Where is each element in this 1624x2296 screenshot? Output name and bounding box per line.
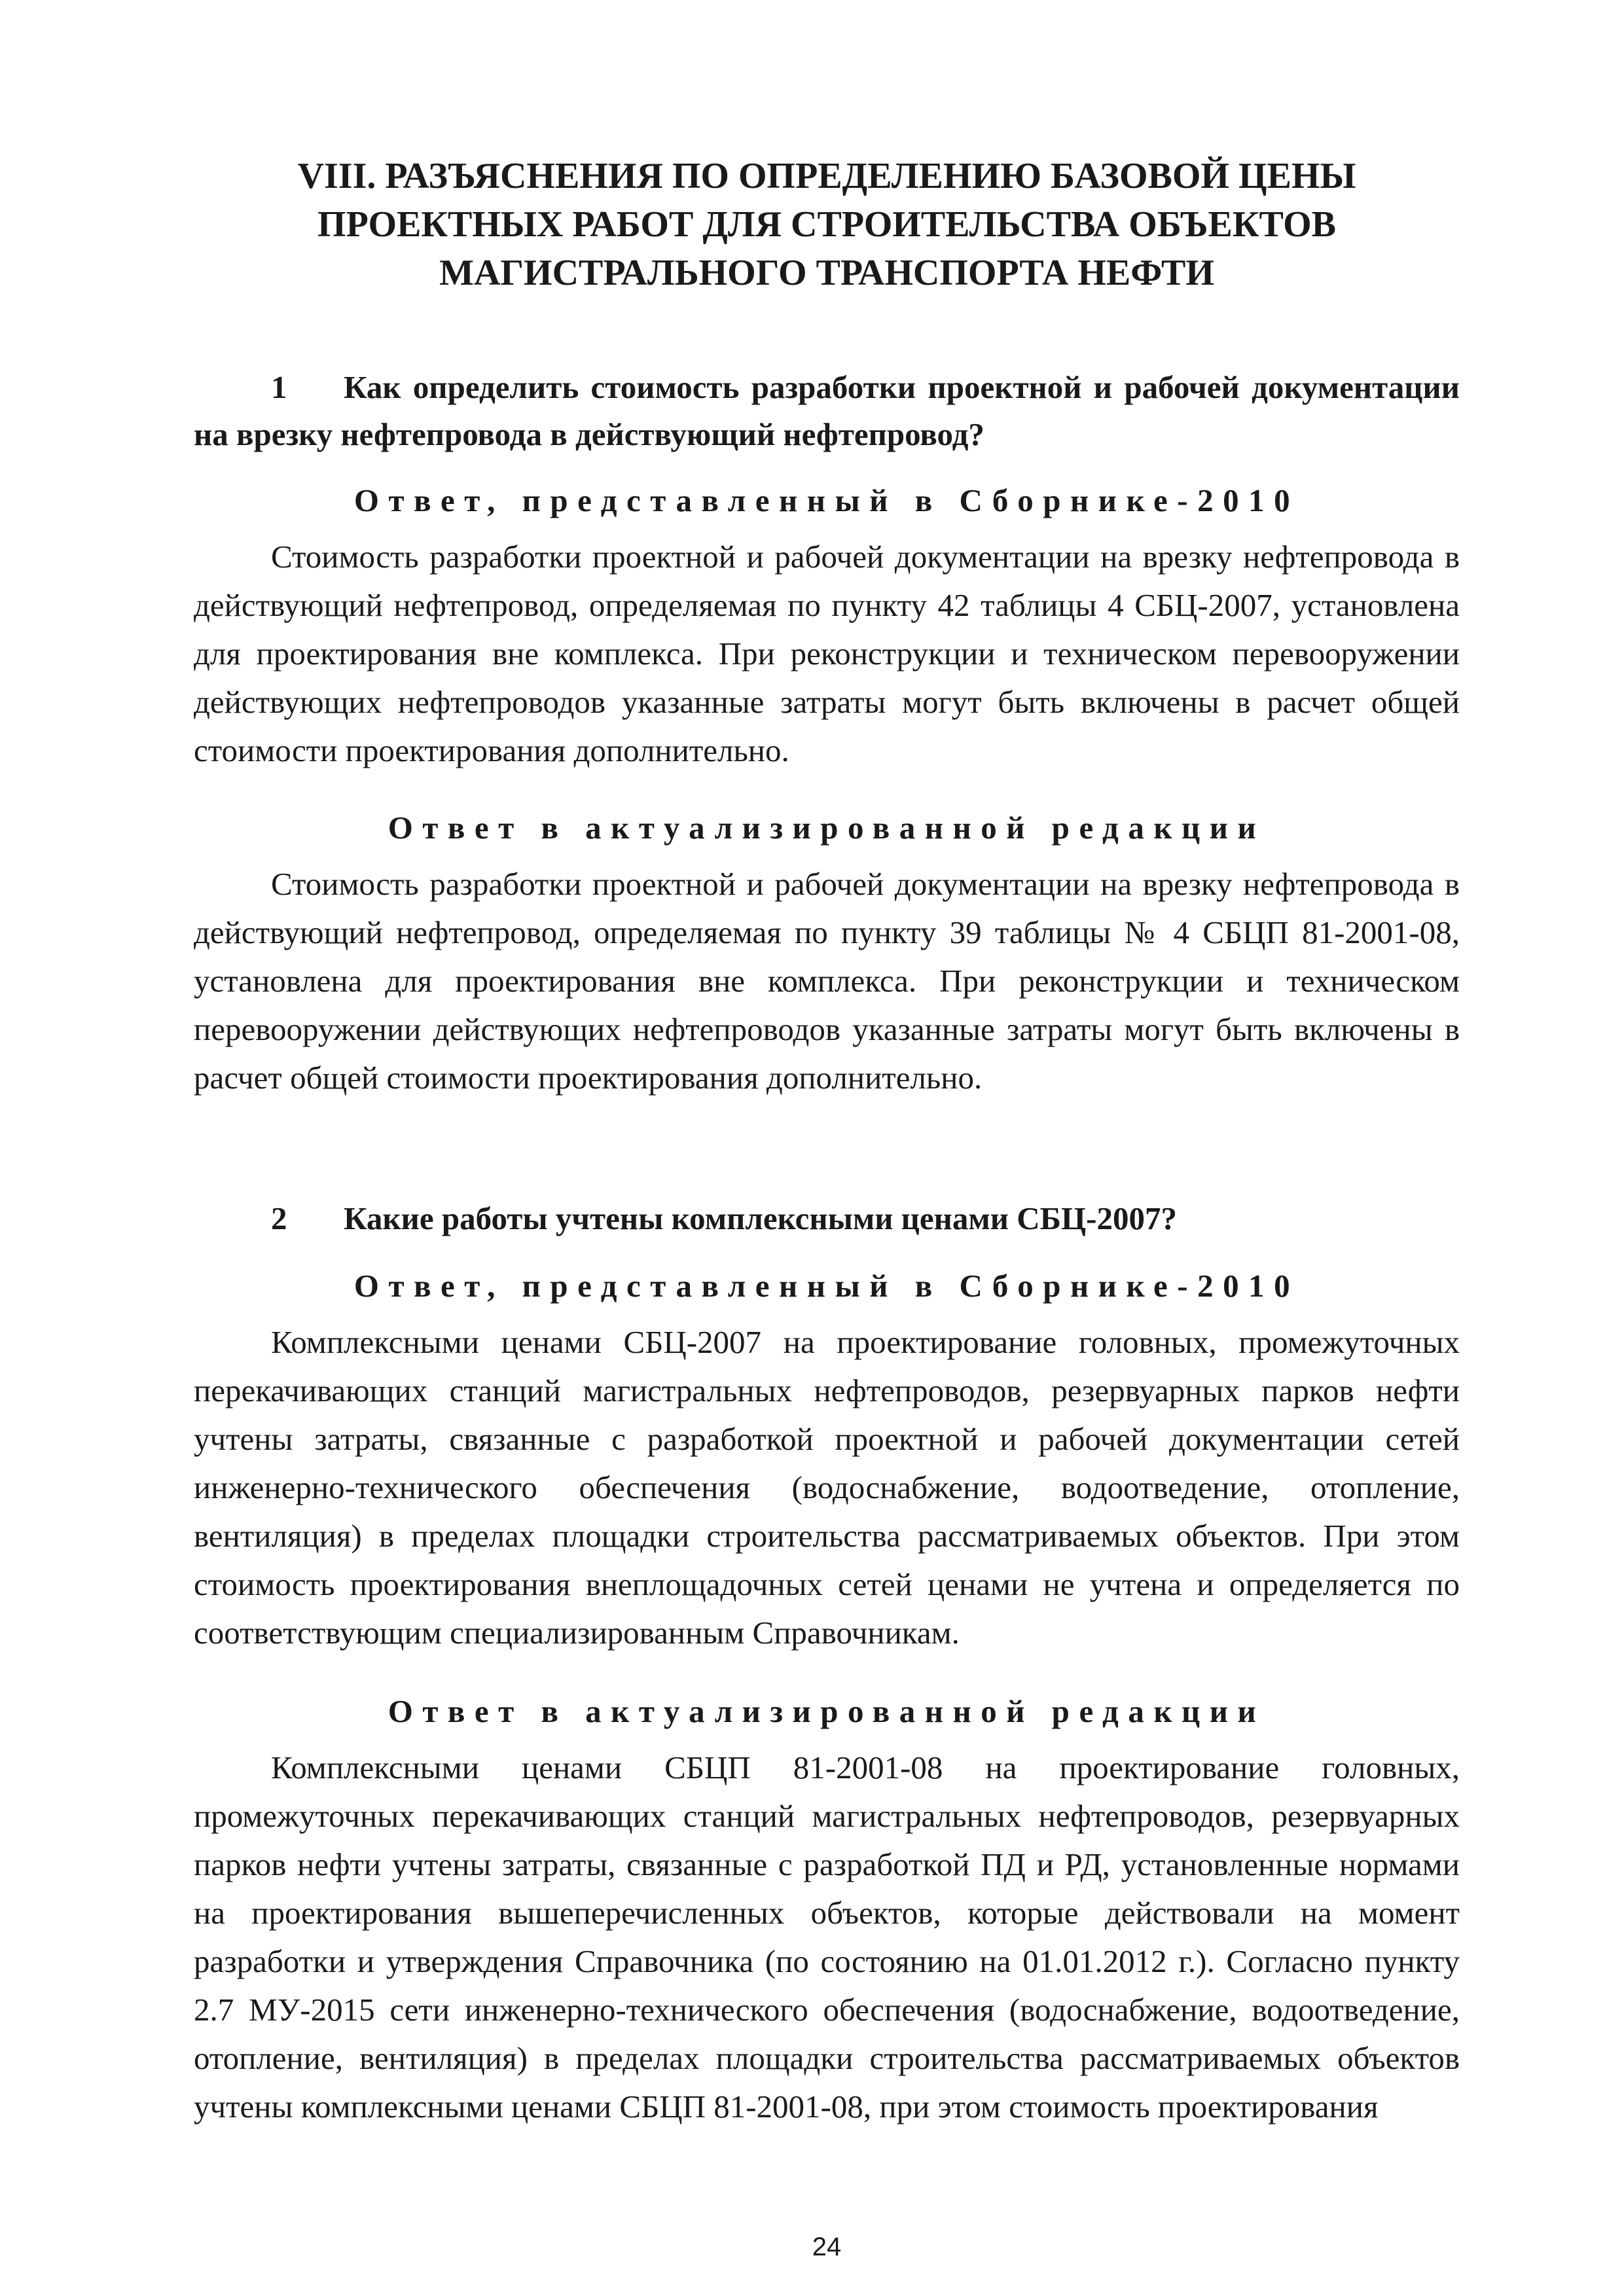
- question-2-answer-updated-heading: Ответ в актуализированной редакции: [388, 1693, 1266, 1729]
- question-1-number: 1: [271, 369, 287, 405]
- question-1-text: Как определить стоимость разработки проектной и рабочей документации на врезку нефтепровода в действующий нефтепровод?: [194, 369, 1460, 452]
- question-1-answer-2010: Стоимость разработки проектной и рабочей документации на врезку нефтепровода в действующий нефтепровод, определяемая по пункту 42 таблицы 4 СБЦ-2007, установлена для проектирования вне комплекса. При реконструкции и техническом перевооружении действующих нефтепроводов указанные затраты могут быть включены в расчет общей стоимости проектирования дополнительно.: [194, 539, 1460, 768]
- page-number: 24: [812, 2233, 842, 2261]
- question-1-answer-updated: Стоимость разработки проектной и рабочей документации на врезку нефтепровода в действующий нефтепровод, определяемая по пункту 39 таблицы № 4 СБЦП 81-2001-08, установлена для проектирования вне комплекса. При реконструкции и техническом перевооружении действующих нефтепроводов указанные затраты могут быть включены в расчет общей стоимости проектирования дополнительно.: [194, 866, 1460, 1096]
- question-2-answer-2010: Комплексными ценами СБЦ-2007 на проектирование головных, промежуточных перекачивающих станций магистральных нефтепроводов, резервуарных парков нефти учтены затраты, связанные с разработкой проектной и рабочей документации сетей инженерно-технического обеспечения (водоснабжение, водоотведение, отопление, вентиляция) в пределах площадки строительства рассматриваемых объектов. При этом стоимость проектирования внеплощадочных сетей ценами не учтена и определяется по соответствующим специализированным Справочникам.: [194, 1324, 1460, 1651]
- document-page: [194, 0, 1460, 2296]
- question-1: [194, 364, 1460, 458]
- question-2: [194, 1195, 1460, 1242]
- question-1-answer-updated-heading: Ответ в актуализированной редакции: [388, 810, 1266, 846]
- question-2-answer-2010-heading: Ответ, представленный в Сборнике-2010: [353, 1268, 1300, 1304]
- question-2-answer-updated: Комплексными ценами СБЦП 81-2001-08 на проектирование головных, промежуточных перекачивающих станций магистральных нефтепроводов, резервуарных парков нефти учтены затраты, связанные с разработкой ПД и РД, установленные нормами на проектирования вышеперечисленных объектов, которые действовали на момент разработки и утверждения Справочника (по состоянию на 01.01.2012 г.). Согласно пункту 2.7 МУ-2015 сети инженерно-технического обеспечения (водоснабжение, водоотведение, отопление, вентиляция) в пределах площадки строительства рассматриваемых объектов учтены комплексными ценами СБЦП 81-2001-08, при этом стоимость проектирования: [194, 1749, 1460, 2125]
- question-2-text: Какие работы учтены комплексными ценами СБЦ-2007?: [344, 1200, 1177, 1236]
- section-title-line-1: VIII. РАЗЪЯСНЕНИЯ ПО ОПРЕДЕЛЕНИЮ БАЗОВОЙ ЦЕНЫ: [297, 156, 1356, 196]
- section-title: [194, 152, 1460, 297]
- question-1-answer-2010-heading: Ответ, представленный в Сборнике-2010: [353, 482, 1300, 518]
- question-2-number: 2: [271, 1200, 287, 1236]
- section-title-line-2: ПРОЕКТНЫХ РАБОТ ДЛЯ СТРОИТЕЛЬСТВА ОБЪЕКТОВ: [317, 204, 1336, 245]
- section-title-line-3: МАГИСТРАЛЬНОГО ТРАНСПОРТА НЕФТИ: [439, 253, 1214, 293]
